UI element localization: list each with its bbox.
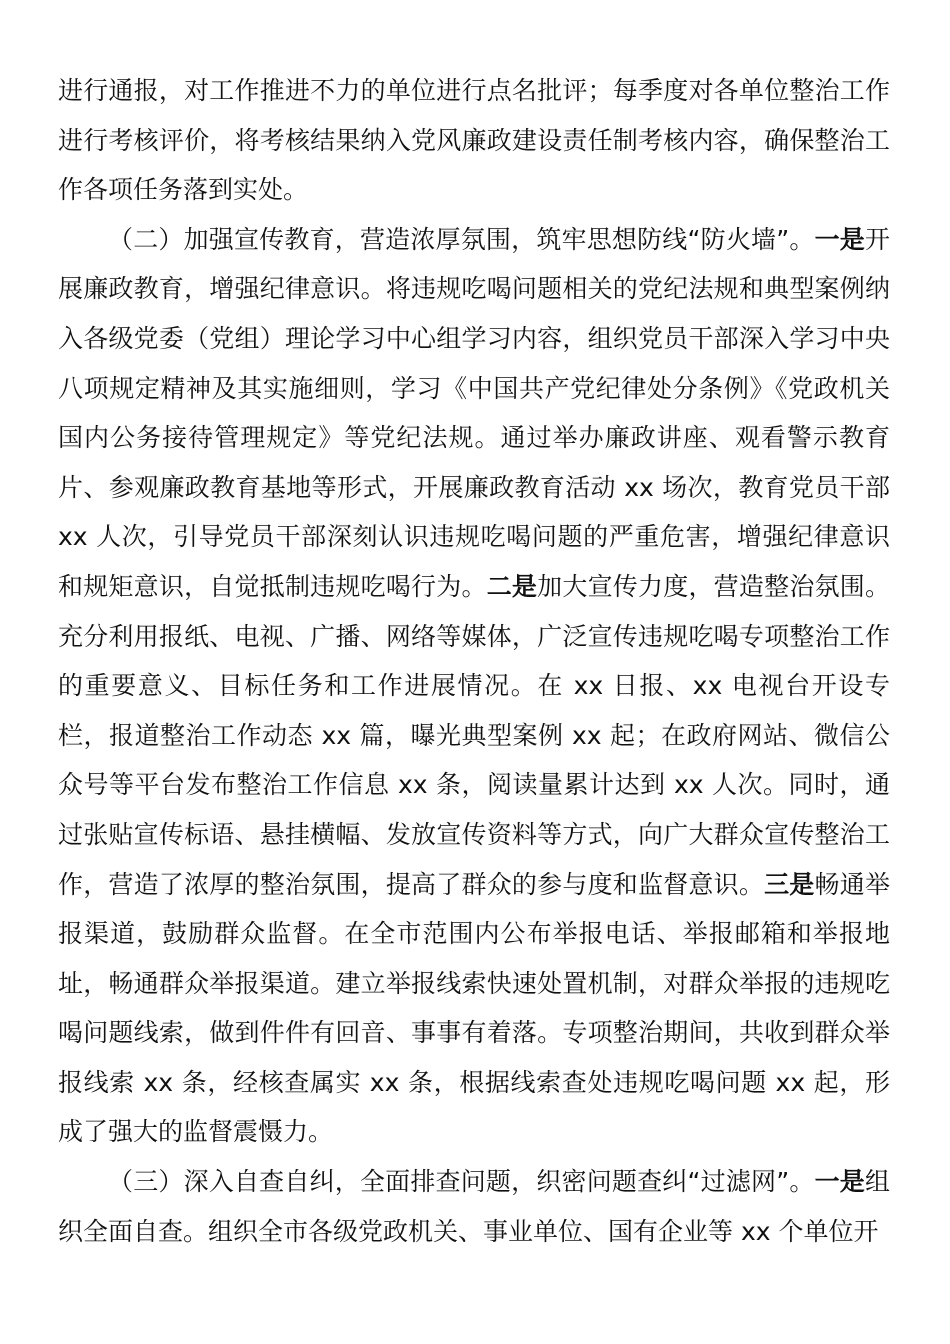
text-run: 加大宣传力度，营造整治氛围。充分利用报纸、电视、广播、网络等媒体，广泛宣传违规吃喝专项整治工作的重要意义、目标任务和工作进展情况。在 xx 日报、xx 电视台开设专栏，报道整治工作动态 xx 篇，曝光典型案例 xx 起；在政府网站、微信公众号等平台发布整治工作信息 xx 条，阅读量累计达到 xx 人次。同时，通过张贴宣传标语、悬挂横幅、发放宣传资料等方式，向广大群众宣传整治工作，营造了浓厚的整治氛围，提高了群众的参与度和监督意识。 [58,571,890,899]
point-marker-2: 二是 [486,571,538,601]
paragraph-2 [58,215,890,1157]
text-run: 畅通举报渠道，鼓励群众监督。在全市范围内公布举报电话、举报邮箱和举报地址，畅通群众举报渠道。建立举报线索快速处置机制，对群众举报的违规吃喝问题线索，做到件件有回音、事事有着落。专项整治期间，共收到群众举报线索 xx 条，经核查属实 xx 条，根据线索查处违规吃喝问题 xx 起，形成了强大的监督震慑力。 [58,869,890,1147]
section-heading: （二）加强宣传教育，营造浓厚氛围，筑牢思想防线“防火墙”。 [108,224,815,254]
text-run: 开展廉政教育，增强纪律意识。将违规吃喝问题相关的党纪法规和典型案例纳入各级党委（党组）理论学习中心组学习内容，组织党员干部深入学习中央八项规定精神及其实施细则，学习《中国共产党纪律处分条例》《党政机关国内公务接待管理规定》等党纪法规。通过举办廉政讲座、观看警示教育片、参观廉政教育基地等形式，开展廉政教育活动 xx 场次，教育党员干部xx 人次，引导党员干部深刻认识违规吃喝问题的严重危害，增强纪律意识和规矩意识，自觉抵制违规吃喝行为。 [58,224,890,601]
document-page [58,66,890,1256]
paragraph-1 [58,66,890,215]
text-run: 组织全面自查。组织全市各级党政机关、事业单位、国有企业等 xx 个单位开 [58,1167,890,1246]
paragraph-3 [58,1157,890,1256]
point-marker-1: 一是 [814,1167,865,1197]
section-heading: （三）深入自查自纠，全面排查问题，织密问题查纠“过滤网”。 [108,1167,815,1197]
point-marker-3: 三是 [764,869,815,899]
point-marker-1: 一是 [814,224,865,254]
text-run: 进行通报，对工作推进不力的单位进行点名批评；每季度对各单位整治工作进行考核评价，将考核结果纳入党风廉政建设责任制考核内容，确保整治工作各项任务落到实处。 [58,76,890,205]
